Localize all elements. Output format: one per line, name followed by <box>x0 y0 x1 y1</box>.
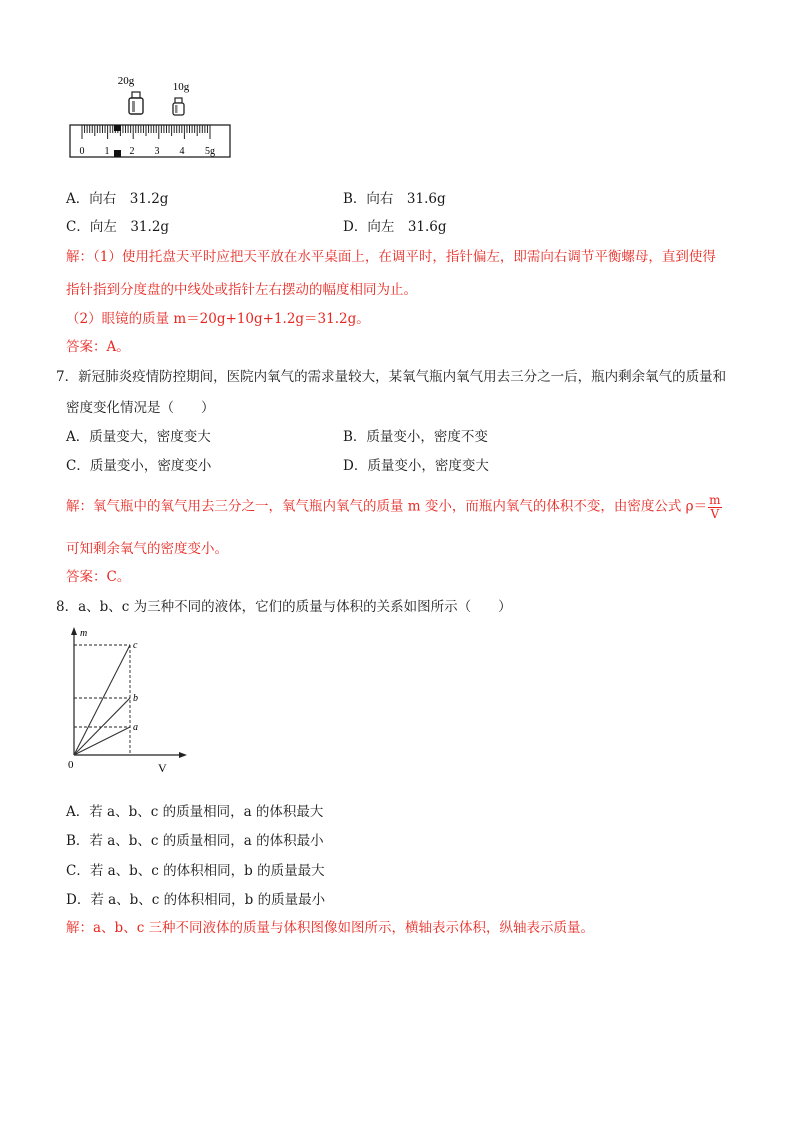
q8-option-c: C．若 a、b、c 的体积相同，b 的质量最大 <box>66 863 325 879</box>
graph-label-c: c <box>133 640 138 651</box>
q6-option-b: B．向右 31.6g <box>343 191 446 207</box>
graph-line-b <box>74 698 130 755</box>
q6-option-a: A．向右 31.2g <box>66 191 169 207</box>
scale-label-1: 1 <box>104 146 110 157</box>
q7-option-c: C．质量变小，密度变小 <box>66 458 212 474</box>
q7-answer: 答案：C。 <box>66 569 131 585</box>
graph-line-c <box>74 645 130 755</box>
weight-20g-icon <box>129 92 143 114</box>
scale-label-5g: 5g <box>205 146 215 157</box>
weight-10g-icon <box>173 98 184 115</box>
balance-scale-figure <box>66 70 236 162</box>
q6-solution-line3: （2）眼镜的质量 m＝20g+10g+1.2g＝31.2g。 <box>66 311 370 327</box>
q7-option-a: A．质量变大，密度变大 <box>66 429 211 445</box>
mass-volume-graph <box>62 622 192 777</box>
weight-label-20g: 20g <box>117 75 135 87</box>
scale-label-3: 3 <box>154 146 160 157</box>
q7-option-d: D．质量变小，密度变大 <box>343 458 489 474</box>
q6-option-c: C．向左 31.2g <box>66 219 170 235</box>
q8-option-b: B．若 a、b、c 的质量相同，a 的体积最小 <box>66 833 324 849</box>
rider-marker <box>114 125 121 131</box>
density-formula-fraction: $\frac{m}{V}$ <box>709 493 721 521</box>
graph-y-label: m <box>80 628 88 639</box>
q6-option-d: D．向左 31.6g <box>343 219 447 235</box>
graph-x-label: V <box>158 761 167 775</box>
q8-solution-line1: 解：a、b、c 三种不同液体的质量与体积图像如图所示，横轴表示体积，纵轴表示质量。 <box>66 920 595 936</box>
graph-line-a <box>74 727 130 755</box>
q6-solution-line1: 解：（1）使用托盘天平时应把天平放在水平桌面上，在调平时，指针偏左，即需向右调节平衡螺母，直到使得 <box>66 249 716 265</box>
q7-option-b: B．质量变小，密度不变 <box>343 429 488 445</box>
scale-label-0: 0 <box>79 146 85 157</box>
q6-answer: 答案：A。 <box>66 339 130 355</box>
scale-label-2: 2 <box>129 146 135 157</box>
q8-option-d: D．若 a、b、c 的体积相同，b 的质量最小 <box>66 892 326 908</box>
weight-label-10g: 10g <box>172 81 190 93</box>
q7-solution-line2: 可知剩余氧气的密度变小。 <box>66 541 228 557</box>
q8-option-a: A．若 a、b、c 的质量相同，a 的体积最大 <box>66 804 324 820</box>
graph-origin-label: 0 <box>68 759 74 771</box>
q8-stem: 8．a、b、c 为三种不同的液体，它们的质量与体积的关系如图所示（ ） <box>56 599 512 615</box>
scale-label-4: 4 <box>179 146 185 157</box>
graph-label-b: b <box>133 693 138 704</box>
q6-solution-line2: 指针指到分度盘的中线处或指针左右摆动的幅度相同为止。 <box>66 282 417 298</box>
q7-stem-line2: 密度变化情况是（ ） <box>66 400 215 416</box>
q7-stem-line1: 7．新冠肺炎疫情防控期间，医院内氧气的需求量较大，某氧气瓶内氧气用去三分之一后，瓶内剩余氧气的质量和 <box>56 369 727 385</box>
q7-solution-line1: 解：氧气瓶中的氧气用去三分之一，氧气瓶内氧气的质量 m 变小，而瓶内氧气的体积不变，由密度公式 ρ＝ $\frac{m}{V}$ <box>66 493 721 521</box>
graph-label-a: a <box>133 722 138 733</box>
